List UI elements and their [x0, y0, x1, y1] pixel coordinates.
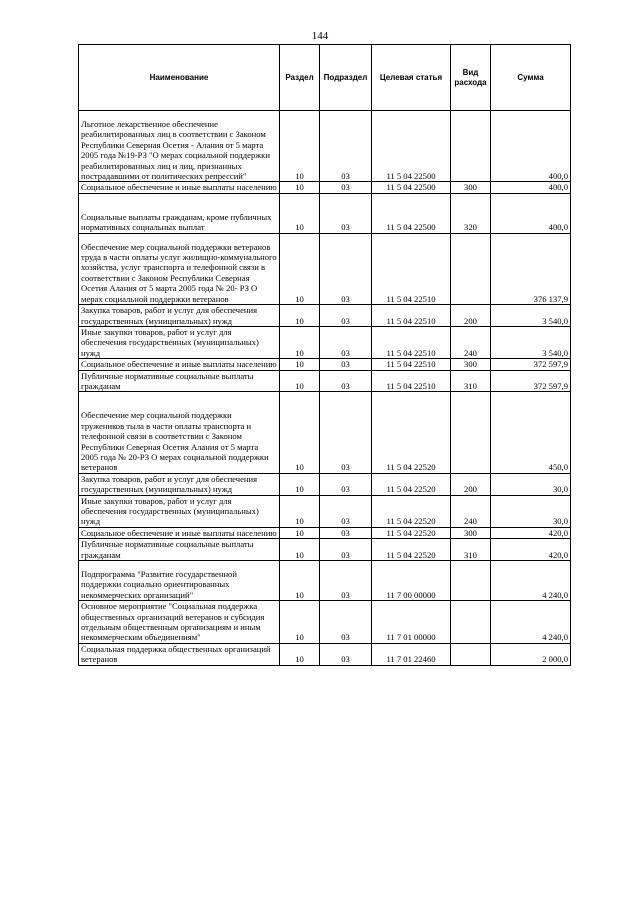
table-row [79, 527, 571, 538]
row-amount: 376 137,9 [491, 233, 571, 304]
table-row [79, 473, 571, 495]
row-expense-type [451, 601, 491, 644]
row-name: Льготное лекарственное обеспечение реабилитированных лиц в соответствии с Законом Республики Северная Осетия - Алания от 5 марта 2005 года №19-РЗ "О мерах социальной поддержки реабилитированных лиц и лиц, признанных пострадавшими от политических репрессий" [79, 111, 280, 182]
header-section: Раздел [280, 45, 320, 111]
table-row [79, 392, 571, 473]
page-number: 144 [311, 30, 329, 42]
row-name: Социальное обеспечение и иные выплаты населению [79, 359, 280, 370]
table-row [79, 326, 571, 358]
row-subsection: 03 [320, 326, 372, 358]
row-target-article: 11 7 00 00000 [372, 561, 451, 601]
row-subsection: 03 [320, 359, 372, 370]
row-name: Обеспечение мер социальной поддержки тружеников тыла в части оплаты транспорта и телефонной связи в соответствии с Законом Республики Северная Осетия Алания от 5 марта 2005 года № 20-РЗ О мерах социальной поддержки ветеранов [79, 392, 280, 473]
row-amount: 4 240,0 [491, 561, 571, 601]
row-expense-type: 310 [451, 370, 491, 392]
row-section: 10 [280, 473, 320, 495]
row-section: 10 [280, 561, 320, 601]
row-name: Социальное обеспечение и иные выплаты населению [79, 527, 280, 538]
row-expense-type: 320 [451, 193, 491, 233]
row-expense-type [451, 561, 491, 601]
row-name: Социальная поддержка общественных организаций ветеранов [79, 643, 280, 665]
table-row [79, 561, 571, 601]
row-name: Социальное обеспечение и иные выплаты населению [79, 182, 280, 193]
table-row [79, 370, 571, 392]
row-name: Подпрограмма "Развитие государственной поддержки социально ориентированных некоммерческих организаций" [79, 561, 280, 601]
row-expense-type: 240 [451, 326, 491, 358]
table-row [79, 182, 571, 193]
row-name: Социальные выплаты гражданам, кроме публичных нормативных социальных выплат [79, 193, 280, 233]
row-section: 10 [280, 359, 320, 370]
row-name: Иные закупки товаров, работ и услуг для обеспечения государственных (муниципальных) нужд [79, 495, 280, 527]
row-section: 10 [280, 495, 320, 527]
row-section: 10 [280, 182, 320, 193]
row-subsection: 03 [320, 561, 372, 601]
row-expense-type [451, 643, 491, 665]
row-name: Публичные нормативные социальные выплаты гражданам [79, 370, 280, 392]
row-target-article: 11 5 04 22520 [372, 473, 451, 495]
row-expense-type: 300 [451, 527, 491, 538]
row-section: 10 [280, 111, 320, 182]
row-section: 10 [280, 193, 320, 233]
row-target-article: 11 5 04 22500 [372, 193, 451, 233]
row-section: 10 [280, 601, 320, 644]
row-target-article: 11 7 01 00000 [372, 601, 451, 644]
row-amount: 400,0 [491, 182, 571, 193]
row-section: 10 [280, 527, 320, 538]
header-subsection: Подраздел [320, 45, 372, 111]
table-row [79, 111, 571, 182]
row-subsection: 03 [320, 473, 372, 495]
table-header-row [79, 45, 571, 111]
row-target-article: 11 5 04 22520 [372, 539, 451, 561]
row-amount: 30,0 [491, 473, 571, 495]
row-target-article: 11 5 04 22520 [372, 392, 451, 473]
row-amount: 400,0 [491, 111, 571, 182]
row-target-article: 11 5 04 22510 [372, 233, 451, 304]
row-amount: 420,0 [491, 539, 571, 561]
row-target-article: 11 5 04 22510 [372, 359, 451, 370]
row-amount: 420,0 [491, 527, 571, 538]
row-section: 10 [280, 370, 320, 392]
row-target-article: 11 5 04 22500 [372, 111, 451, 182]
row-expense-type: 300 [451, 182, 491, 193]
row-amount: 2 000,0 [491, 643, 571, 665]
row-section: 10 [280, 233, 320, 304]
row-amount: 30,0 [491, 495, 571, 527]
row-name: Закупка товаров, работ и услуг для обеспечения государственных (муниципальных) нужд [79, 473, 280, 495]
row-expense-type: 310 [451, 539, 491, 561]
header-target-article: Целевая статья [372, 45, 451, 111]
row-target-article: 11 5 04 22510 [372, 326, 451, 358]
row-name: Иные закупки товаров, работ и услуг для обеспечения государственных (муниципальных) нужд [79, 326, 280, 358]
row-amount: 400,0 [491, 193, 571, 233]
row-expense-type: 200 [451, 305, 491, 327]
row-section: 10 [280, 539, 320, 561]
table-row [79, 193, 571, 233]
row-target-article: 11 5 04 22510 [372, 370, 451, 392]
row-amount: 3 540,0 [491, 305, 571, 327]
row-target-article: 11 7 01 22460 [372, 643, 451, 665]
row-subsection: 03 [320, 182, 372, 193]
row-subsection: 03 [320, 305, 372, 327]
row-amount: 4 240,0 [491, 601, 571, 644]
table-row [79, 359, 571, 370]
table-row [79, 539, 571, 561]
row-subsection: 03 [320, 370, 372, 392]
row-section: 10 [280, 305, 320, 327]
header-amount: Сумма [491, 45, 571, 111]
table-row [79, 643, 571, 665]
row-expense-type: 200 [451, 473, 491, 495]
row-name: Обеспечение мер социальной поддержки ветеранов труда в части оплаты услуг жилищно-коммунального хозяйства, услуг транспорта и телефонной связи в соответствии с Законом Республики Северная Осетия Алания от 5 марта 2005 года № 20- РЗ О мерах социальной поддержки ветеранов [79, 233, 280, 304]
row-subsection: 03 [320, 539, 372, 561]
row-name: Закупка товаров, работ и услуг для обеспечения государственных (муниципальных) нужд [79, 305, 280, 327]
table-row [79, 495, 571, 527]
row-subsection: 03 [320, 233, 372, 304]
row-expense-type [451, 392, 491, 473]
row-amount: 3 540,0 [491, 326, 571, 358]
row-target-article: 11 5 04 22520 [372, 495, 451, 527]
row-target-article: 11 5 04 22500 [372, 182, 451, 193]
header-name: Наименование [79, 45, 280, 111]
row-amount: 450,0 [491, 392, 571, 473]
row-target-article: 11 5 04 22520 [372, 527, 451, 538]
table-row [79, 601, 571, 644]
row-amount: 372 597,9 [491, 359, 571, 370]
row-expense-type: 240 [451, 495, 491, 527]
row-subsection: 03 [320, 527, 372, 538]
table-row [79, 233, 571, 304]
row-name: Публичные нормативные социальные выплаты гражданам [79, 539, 280, 561]
row-subsection: 03 [320, 643, 372, 665]
budget-table [78, 44, 571, 666]
row-expense-type [451, 233, 491, 304]
row-name: Основное мероприятие "Социальная поддержка общественных организаций ветеранов и субсидия отдельным общественным организациям и иным некоммерческим объединениям" [79, 601, 280, 644]
row-subsection: 03 [320, 392, 372, 473]
row-amount: 372 597,9 [491, 370, 571, 392]
row-section: 10 [280, 326, 320, 358]
row-subsection: 03 [320, 111, 372, 182]
row-section: 10 [280, 392, 320, 473]
table-row [79, 305, 571, 327]
header-expense-type: Вид расхода [451, 45, 491, 111]
row-target-article: 11 5 04 22510 [372, 305, 451, 327]
row-subsection: 03 [320, 193, 372, 233]
row-expense-type [451, 111, 491, 182]
row-subsection: 03 [320, 601, 372, 644]
row-section: 10 [280, 643, 320, 665]
row-expense-type: 300 [451, 359, 491, 370]
row-subsection: 03 [320, 495, 372, 527]
